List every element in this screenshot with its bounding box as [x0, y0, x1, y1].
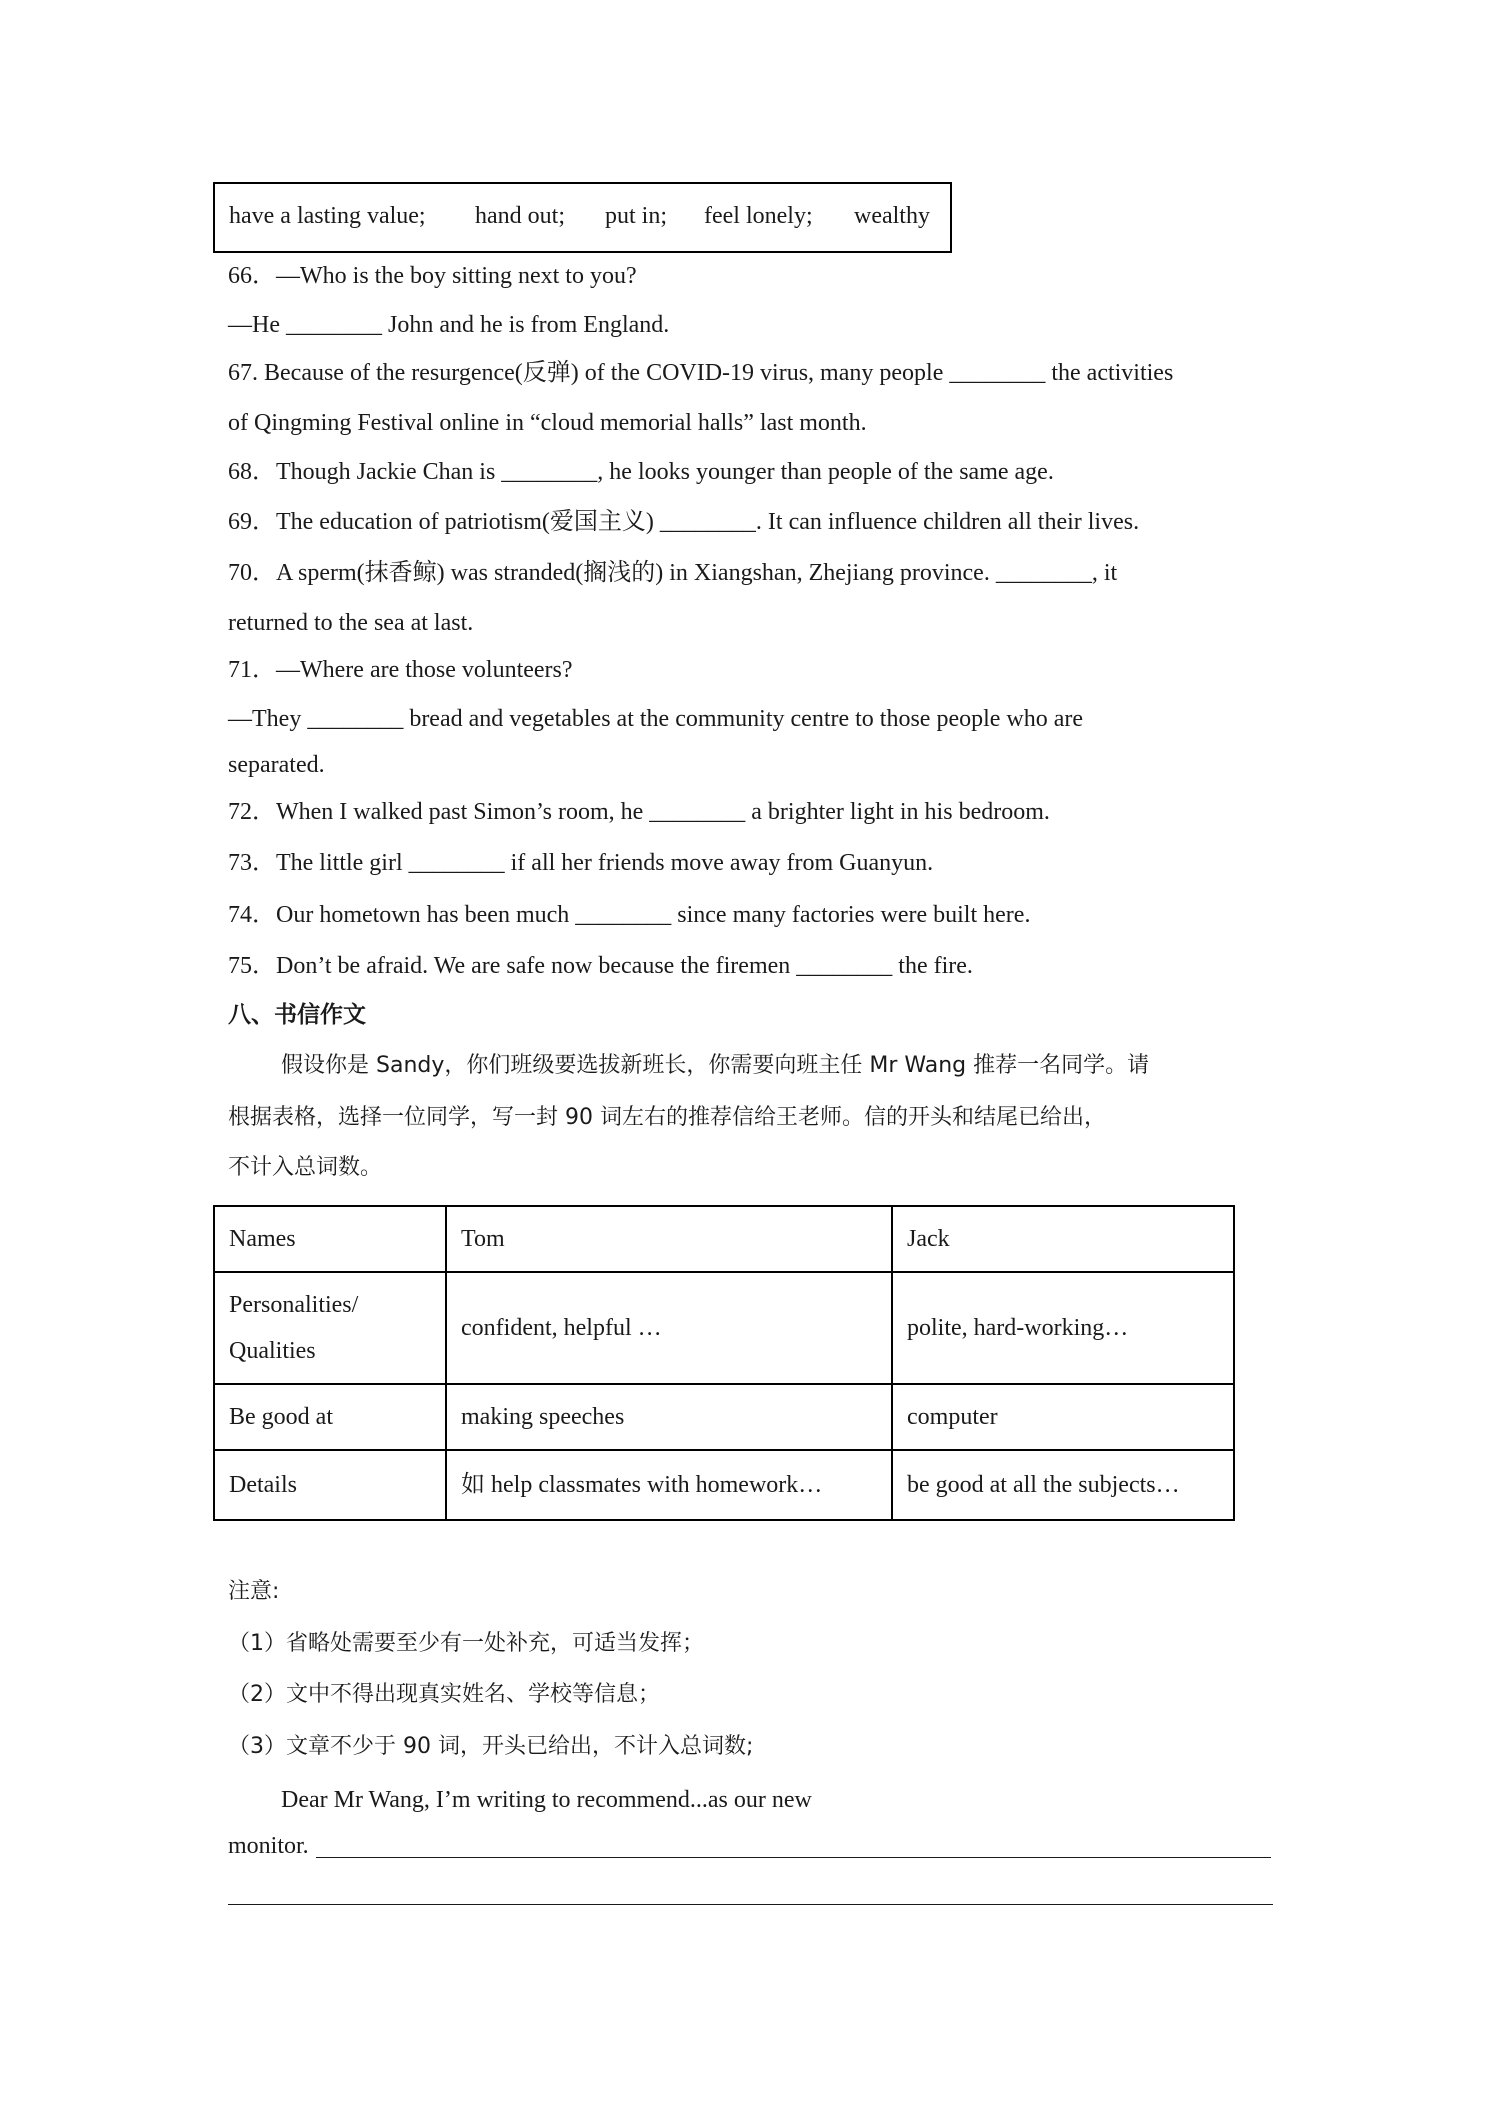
word-bank-item: feel lonely;: [704, 203, 813, 229]
question-70-line-2: returned to the sea at last.: [228, 610, 474, 636]
word-bank-item: hand out;: [475, 203, 565, 229]
section-heading: 八、书信作文: [228, 1002, 366, 1028]
table-header-cell: Tom: [446, 1206, 892, 1272]
table-row-label: Details: [214, 1450, 446, 1520]
question-74: 74．Our hometown has been much ________ since many factories were built here.: [228, 902, 1031, 928]
question-70-line-1: 70．A sperm(抹香鲸) was stranded(搁浅的) in Xiangshan, Zhejiang province. ________, it: [228, 560, 1118, 586]
question-75: 75．Don’t be afraid. We are safe now because the firemen ________ the fire.: [228, 953, 973, 979]
table-row: [214, 1450, 1234, 1520]
question-68: 68．Though Jackie Chan is ________, he looks younger than people of the same age.: [228, 459, 1054, 485]
letter-opening: Dear Mr Wang, I’m writing to recommend...as our new: [281, 1787, 812, 1813]
question-73: 73．The little girl ________ if all her friends move away from Guanyun.: [228, 850, 934, 876]
word-bank-item: have a lasting value;: [229, 203, 426, 229]
table-header-row: [214, 1206, 1234, 1272]
table-cell-jack: be good at all the subjects…: [892, 1450, 1234, 1520]
table-cell-tom: making speeches: [446, 1384, 892, 1450]
note-item: （1）省略处需要至少有一处补充，可适当发挥；: [228, 1631, 704, 1656]
table-row: [214, 1272, 1234, 1384]
word-bank-item: put in;: [605, 203, 668, 229]
word-bank-item: wealthy: [854, 203, 930, 229]
question-71-line-2: —They ________ bread and vegetables at the community centre to those people who are: [228, 706, 1084, 732]
table-header-cell: Jack: [892, 1206, 1234, 1272]
word-bank-box: [213, 182, 952, 253]
table-cell-jack: computer: [892, 1384, 1234, 1450]
question-72: 72．When I walked past Simon’s room, he ________ a brighter light in his bedroom.: [228, 799, 1050, 825]
table-row-label: [214, 1272, 446, 1384]
writing-line[interactable]: [316, 1857, 1271, 1858]
question-67-line-2: of Qingming Festival online in “cloud memorial halls” last month.: [228, 410, 867, 436]
question-71-line-3: separated.: [228, 752, 325, 778]
note-item: （2）文中不得出现真实姓名、学校等信息；: [228, 1682, 660, 1707]
table-cell-jack: polite, hard-working…: [892, 1272, 1234, 1384]
writing-line[interactable]: [228, 1904, 1273, 1905]
question-66-line-1: 66．—Who is the boy sitting next to you?: [228, 263, 637, 289]
table-row: [214, 1384, 1234, 1450]
instruction-line-3: 不计入总词数。: [228, 1155, 383, 1180]
table-row-label: Be good at: [214, 1384, 446, 1450]
question-67-line-1: 67. Because of the resurgence(反弹) of the COVID-19 virus, many people ________ the activities: [228, 360, 1174, 386]
letter-continuation: monitor.: [228, 1833, 309, 1859]
table-row-label-line: Personalities/: [229, 1292, 359, 1318]
instruction-line-1: 假设你是 Sandy，你们班级要选拔新班长，你需要向班主任 Mr Wang 推荐一名同学。请: [281, 1053, 1150, 1078]
candidate-table: [213, 1205, 1235, 1521]
note-item: （3）文章不少于 90 词，开头已给出，不计入总词数;: [228, 1734, 754, 1759]
question-69: 69．The education of patriotism(爱国主义) ________. It can influence children all their lives.: [228, 509, 1140, 535]
question-66-line-2: —He ________ John and he is from England.: [228, 312, 670, 338]
table-cell-tom: 如 help classmates with homework…: [446, 1450, 892, 1520]
question-71-line-1: 71．—Where are those volunteers?: [228, 657, 573, 683]
notes-title: 注意:: [228, 1579, 280, 1604]
instruction-line-2: 根据表格，选择一位同学，写一封 90 词左右的推荐信给王老师。信的开头和结尾已给出，: [228, 1105, 1106, 1130]
table-row-label-line: Qualities: [229, 1338, 316, 1364]
table-header-cell: Names: [214, 1206, 446, 1272]
table-cell-tom: confident, helpful …: [446, 1272, 892, 1384]
